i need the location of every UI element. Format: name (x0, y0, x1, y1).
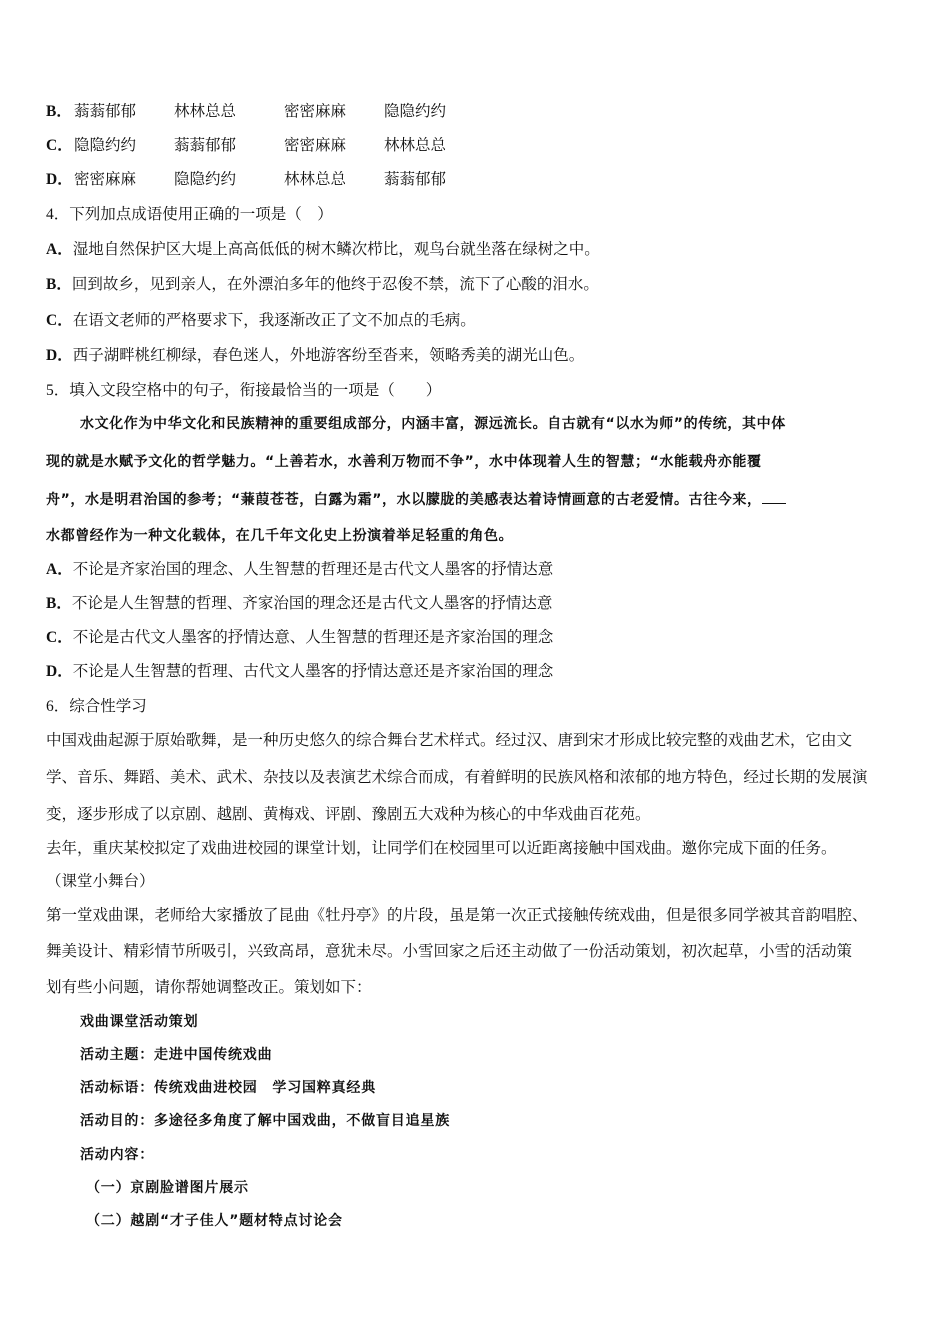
option-label: B． (46, 276, 72, 293)
q5-option-b (46, 593, 552, 614)
word: 隐隐约约 (174, 170, 237, 188)
option-label: B． (46, 103, 72, 120)
option-text: 不论是人生智慧的哲理、古代文人墨客的抒情达意还是齐家治国的理念 (72, 662, 554, 680)
intro-line: 划有些小问题，请你帮她调整改正。策划如下： (46, 978, 372, 996)
q4-option-c (46, 310, 476, 331)
option-label: C． (46, 629, 73, 646)
word: 蓊蓊郁郁 (384, 170, 447, 188)
word: 蓊蓊郁郁 (174, 136, 237, 154)
passage-text: 舟”，水是明君治国的参考；“蒹葭苍苍，白露为霜”，水以朦胧的美感表达着诗情画意的古老爱情。古往今来， (46, 492, 762, 508)
word: 林林总总 (174, 102, 237, 120)
option-text: 湿地自然保护区大堤上高高低低的树木鳞次栉比，观鸟台就坐落在绿树之中。 (72, 240, 600, 258)
question-number: 4． (46, 206, 70, 223)
q3-option-c (46, 135, 447, 156)
option-text: 回到故乡，见到亲人，在外漂泊多年的他终于忍俊不禁，流下了心酸的泪水。 (71, 275, 599, 293)
plan-item: （一）京剧脸谱图片展示 (86, 1180, 249, 1196)
question-text: 综合性学习 (69, 697, 147, 715)
option-text: 在语文老师的严格要求下，我逐渐改正了文不加点的毛病。 (72, 311, 476, 329)
passage-line: 水都曾经作为一种文化载体，在几千年文化史上扮演着举足轻重的角色。 (46, 528, 514, 544)
question-text: 填入文段空格中的句子，衔接最恰当的一项是（ ） (69, 381, 442, 399)
intro-line: 变，逐步形成了以京剧、越剧、黄梅戏、评剧、豫剧五大戏种为核心的中华戏曲百花苑。 (46, 805, 651, 823)
word: 密密麻麻 (74, 170, 137, 188)
word: 林林总总 (384, 136, 447, 154)
intro-line: 学、音乐、舞蹈、美术、武术、杂技以及表演艺术综合而成，有着鲜明的民族风格和浓郁的地方特色，经过长期的发展演 (46, 768, 868, 786)
q5-option-c (46, 627, 553, 648)
question-number: 6． (46, 698, 70, 715)
option-label: D． (46, 171, 73, 188)
plan-title: 戏曲课堂活动策划 (80, 1014, 199, 1030)
plan-item: （二）越剧“才子佳人”题材特点讨论会 (86, 1213, 343, 1229)
plan-purpose: 活动目的：多途径多角度了解中国戏曲，不做盲目追星族 (80, 1113, 450, 1129)
question-number: 5． (46, 382, 70, 399)
q4-option-b (46, 274, 599, 295)
word: 隐隐约约 (384, 102, 447, 120)
passage-line: 现的就是水赋予文化的哲学魅力。“上善若水，水善利万物而不争”，水中体现着人生的智慧；“水能载舟亦能覆 (46, 454, 762, 470)
option-text: 西子湖畔桃红柳绿，春色迷人，外地游客纷至沓来，领略秀美的湖光山色。 (72, 346, 585, 364)
q5-option-d (46, 661, 553, 682)
passage-line: 水文化作为中华文化和民族精神的重要组成部分，内涵丰富，源远流长。自古就有“以水为师”的传统，其中体 (80, 416, 786, 432)
option-label: B． (46, 595, 72, 612)
option-label: A． (46, 241, 73, 258)
intro-line: 中国戏曲起源于原始歌舞，是一种历史悠久的综合舞台艺术样式。经过汉、唐到宋才形成比较完整的戏曲艺术，它由文 (46, 731, 853, 749)
option-label: C． (46, 312, 73, 329)
question-6-stem (46, 696, 147, 717)
question-text: 下列加点成语使用正确的一项是（ ） (69, 205, 333, 223)
fill-blank (762, 489, 786, 504)
question-5-stem (46, 380, 441, 401)
word: 隐隐约约 (74, 136, 137, 154)
word: 密密麻麻 (284, 136, 347, 154)
question-4-stem (46, 204, 333, 225)
option-label: A． (46, 561, 73, 578)
word: 密密麻麻 (284, 102, 347, 120)
q3-option-b (46, 101, 447, 122)
option-label: C． (46, 137, 73, 154)
passage-line (46, 489, 786, 510)
option-label: D． (46, 663, 73, 680)
word: 蓊蓊郁郁 (74, 102, 137, 120)
plan-slogan: 活动标语：传统戏曲进校园 学习国粹真经典 (80, 1080, 376, 1096)
q4-option-d (46, 345, 584, 366)
q5-option-a (46, 559, 553, 580)
plan-content-label: 活动内容： (80, 1147, 154, 1163)
q4-option-a (46, 239, 600, 260)
plan-theme: 活动主题：走进中国传统戏曲 (80, 1047, 273, 1063)
intro-line: 舞美设计、精彩情节所吸引，兴致高昂，意犹未尽。小雪回家之后还主动做了一份活动策划，初次起草，小雪的活动策 (46, 942, 853, 960)
option-text: 不论是齐家治国的理念、人生智慧的哲理还是古代文人墨客的抒情达意 (72, 560, 554, 578)
intro-line: 第一堂戏曲课，老师给大家播放了昆曲《牡丹亭》的片段，虽是第一次正式接触传统戏曲，但是很多同学被其音韵唱腔、 (46, 906, 868, 924)
word: 林林总总 (284, 170, 347, 188)
section-heading: （课堂小舞台） (46, 872, 155, 890)
intro-line: 去年，重庆某校拟定了戏曲进校园的课堂计划，让同学们在校园里可以近距离接触中国戏曲。邀你完成下面的任务。 (46, 839, 837, 857)
q3-option-d (46, 169, 447, 190)
option-label: D． (46, 347, 73, 364)
option-text: 不论是古代文人墨客的抒情达意、人生智慧的哲理还是齐家治国的理念 (72, 628, 554, 646)
option-text: 不论是人生智慧的哲理、齐家治国的理念还是古代文人墨客的抒情达意 (71, 594, 553, 612)
